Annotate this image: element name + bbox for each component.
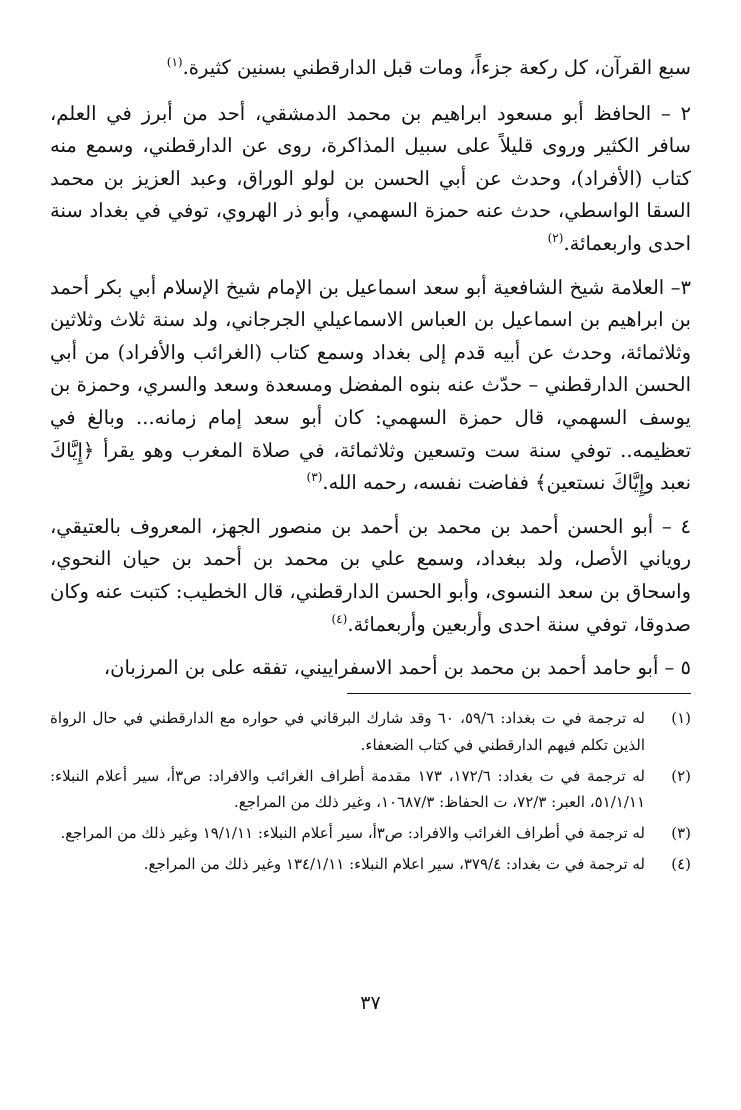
footnote-2 <box>50 763 691 817</box>
footnotes <box>50 705 691 882</box>
paragraph-entry-5 <box>50 652 691 685</box>
footnote-4 <box>50 851 691 878</box>
footnote-marker: (١) <box>166 55 183 69</box>
footnote-number: (٢) <box>671 766 691 785</box>
paragraph-text: ٥ – أبو حامد أحمد بن محمد بن أحمد الاسفراييني، تفقه على بن المرزبان، <box>103 656 691 680</box>
paragraph-text: ٢ – الحافظ أبو مسعود ابراهيم بن محمد الدمشقي، أحد من أبرز في العلم، سافر الكثير وروى قليلاً على سبيل المذاكرة، روى عن الدارقطني، وسمع منه كتاب (الأفراد)، وحدث عن أبي الحسن بن لولو الوراق، وعبد العزيز بن محمد السقا الواسطي، حدث عنه حمزة السهمي، وأبو ذر الهروي، توفي في بغداد سنة احدى واربعمائة. <box>50 101 691 255</box>
footnote-marker: (٤) <box>331 611 348 626</box>
footnote-number: (٣) <box>671 824 691 843</box>
footnote-number: (١) <box>671 709 691 727</box>
paragraph-entry-2 <box>50 98 691 263</box>
paragraph-text: ٣– العلامة شيخ الشافعية أبو سعد اسماعيل بن الإمام شيخ الإسلام أبي بكر أحمد بن ابراهيم بن اسماعيل بن العباس الاسماعيلي الجرجاني، ولد سنة ثلاث وثلاثين وثلاثمائة، وحدث عن أبيه قدم إلى بغداد وسمع كتاب (الغرائب والأفراد) من أبي الحسن الدارقطني – حدّث عنه بنوه المفضل ومسعدة وسعد والسري، وحمزة بن يوسف السهمي، قال حمزة السهمي: كان أبو سعد إمام زمانه... وبالغ في تعظيمه.. توفي سنة ست وتسعين وثلاثمائة، في صلاة المغرب وهو يقرأ ﴿إِيَّاكَ نعبد وإِيَّاكَ نستعين﴾ ففاضت نفسه، رحمه الله. <box>50 275 691 495</box>
footnote-text: له ترجمة في ت بغداد: ٣٧٩/٤، سير اعلام النبلاء: ١٣٤/١/١١ وغير ذلك من المراجع. <box>143 854 645 873</box>
footnote-3 <box>50 820 691 847</box>
footnote-marker: (٢) <box>547 230 564 245</box>
footnote-1 <box>50 705 691 759</box>
paragraph-text: ٤ – أبو الحسن أحمد بن محمد بن أحمد بن منصور الجهز، المعروف بالعتيقي، روياني الأصل، ولد ببغداد، وسمع علي بن محمد بن أحمد بن حيان النحوي، واسحاق بن سعد النسوى، وأبو الحسن الدارقطني، قال الخطيب: كتبت عنه وكان صدوقا، توفي سنة احدى وأربعين وأربعمائة. <box>50 514 691 636</box>
footnote-marker: (٣) <box>306 470 323 485</box>
page-number: ٣٧ <box>360 992 381 1014</box>
main-text <box>50 52 691 685</box>
footnote-divider <box>347 693 691 694</box>
paragraph-continuation <box>50 52 691 87</box>
paragraph-entry-3 <box>50 272 691 502</box>
paragraph-text: سبع القرآن، كل ركعة جزءاً، ومات قبل الدارقطني بسنين كثيرة. <box>182 56 691 79</box>
footnote-text: له ترجمة في ت بغداد: ١٧٢/٦، ١٧٣ مقدمة أطراف الغرائب والافراد: ص٣أ، سير أعلام النبلاء: ٥١/١/١١، العبر: ٧٢/٣، ت الحفاظ: ١٠٦٨٧/٣، وغير ذلك من المراجع. <box>50 766 645 812</box>
footnote-text: له ترجمة في أطراف الغرائب والافراد: ص٣أ، سير أعلام النبلاء: ١٩/١/١١ وغير ذلك من المراجع. <box>60 824 645 843</box>
paragraph-entry-4 <box>50 511 691 643</box>
footnote-text: له ترجمة في ت بغداد: ٥٩/٦، ٦٠ وقد شارك البرقاني في حواره مع الدارقطني في حال الرواة الذين تكلم فيهم الدارقطني في كتاب الضعفاء. <box>50 709 645 754</box>
footnote-number: (٤) <box>671 854 691 873</box>
